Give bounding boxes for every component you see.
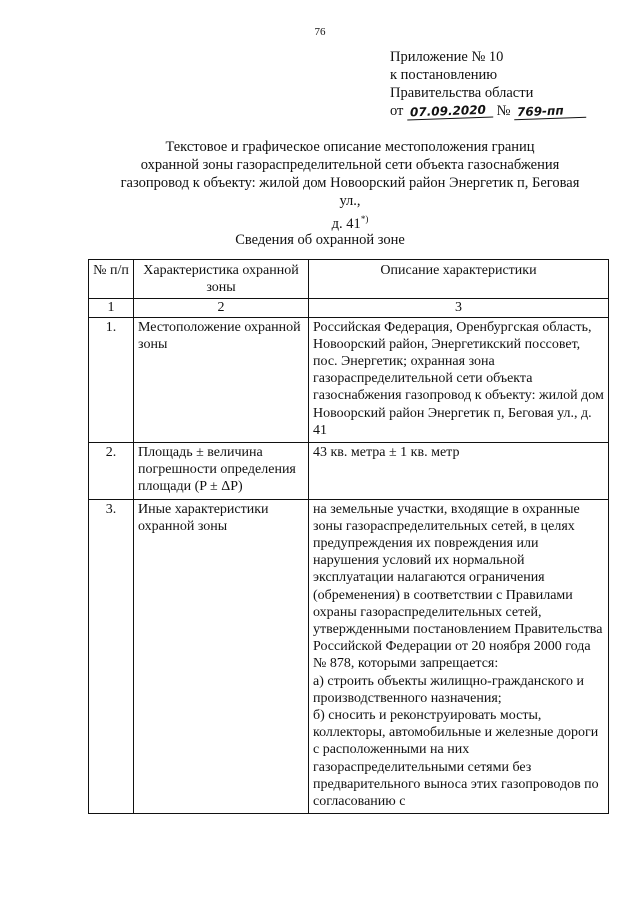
column-number-row <box>89 299 609 317</box>
row-characteristic: Площадь ± величина погрешности определения площади (P ± ΔP) <box>134 443 309 500</box>
column-number-1: 1 <box>89 299 134 317</box>
appendix-block <box>390 48 586 120</box>
row-number: 1. <box>89 317 134 442</box>
appendix-from-prefix: от <box>390 103 404 119</box>
row-description: 43 кв. метра ± 1 кв. метр <box>309 443 609 500</box>
row-characteristic: Местоположение охранной зоны <box>134 317 309 442</box>
section-subtitle: Сведения об охранной зоне <box>235 232 405 248</box>
column-number-3: 3 <box>309 299 609 317</box>
title-line-2: охранной зоны газораспределительной сети объекта газоснабжения <box>140 157 560 173</box>
table-header-row <box>89 260 609 299</box>
title-footnote-mark: *) <box>360 214 369 224</box>
restrictions-intro: на земельные участки, входящие в охранные зоны газораспределительных сетей, в целях предупреждения их повреждения или нарушения условий их нормальной эксплуатации налагаются ограничения (обременения) в соответствии с Правилами охраны газораспределительных сетей, утвержденными постановлением Правительства Российской Федерации от 20 ноября 2000 года № 878, которыми запрещается: <box>313 501 603 672</box>
zone-info-table <box>88 259 609 814</box>
appendix-number-label: № <box>496 103 511 119</box>
header-number: № п/п <box>89 260 134 299</box>
appendix-date-line <box>390 102 586 120</box>
table-row <box>89 317 609 442</box>
row-characteristic: Иные характеристики охранной зоны <box>134 499 309 814</box>
title-line-4 <box>110 210 590 233</box>
title-line-1: Текстовое и графическое описание местоположения границ <box>165 139 535 155</box>
header-characteristic: Характеристика охранной зоны <box>134 260 309 299</box>
title-address-end: д. 41 <box>331 215 361 232</box>
appendix-line-government: Правительства области <box>390 85 534 101</box>
handwritten-date: 07.09.2020 <box>407 103 493 121</box>
row-number: 3. <box>89 499 134 814</box>
appendix-line-decree: к постановлению <box>390 67 498 83</box>
column-number-2: 2 <box>134 299 309 317</box>
restriction-item-a: а) строить объекты жилищно-гражданского и производственного назначения; <box>313 673 584 706</box>
row-description-restrictions <box>309 499 609 814</box>
table-row <box>89 443 609 500</box>
handwritten-number: 769-пп <box>514 103 586 121</box>
document-title <box>110 138 590 233</box>
page-number: 76 <box>314 26 326 38</box>
appendix-title: Приложение № 10 <box>390 49 504 65</box>
title-line-3: газопровод к объекту: жилой дом Новоорский район Энергетик п, Беговая ул., <box>120 175 580 209</box>
row-description: Российская Федерация, Оренбургская область, Новоорский район, Энергетикский поссовет, пос. Энергетик; охранная зона газораспределительной сети объекта газоснабжения газопровод к объекту: жилой дом Новоорский район Энергетик п, Беговая ул., д. 41 <box>309 317 609 442</box>
table-row <box>89 499 609 814</box>
restriction-item-b: б) сносить и реконструировать мосты, коллекторы, автомобильные и железные дороги с расположенными на них газораспределительными сетями без предварительного выноса этих газопроводов по согласованию с <box>313 708 599 810</box>
header-description: Описание характеристики <box>309 260 609 299</box>
row-number: 2. <box>89 443 134 500</box>
